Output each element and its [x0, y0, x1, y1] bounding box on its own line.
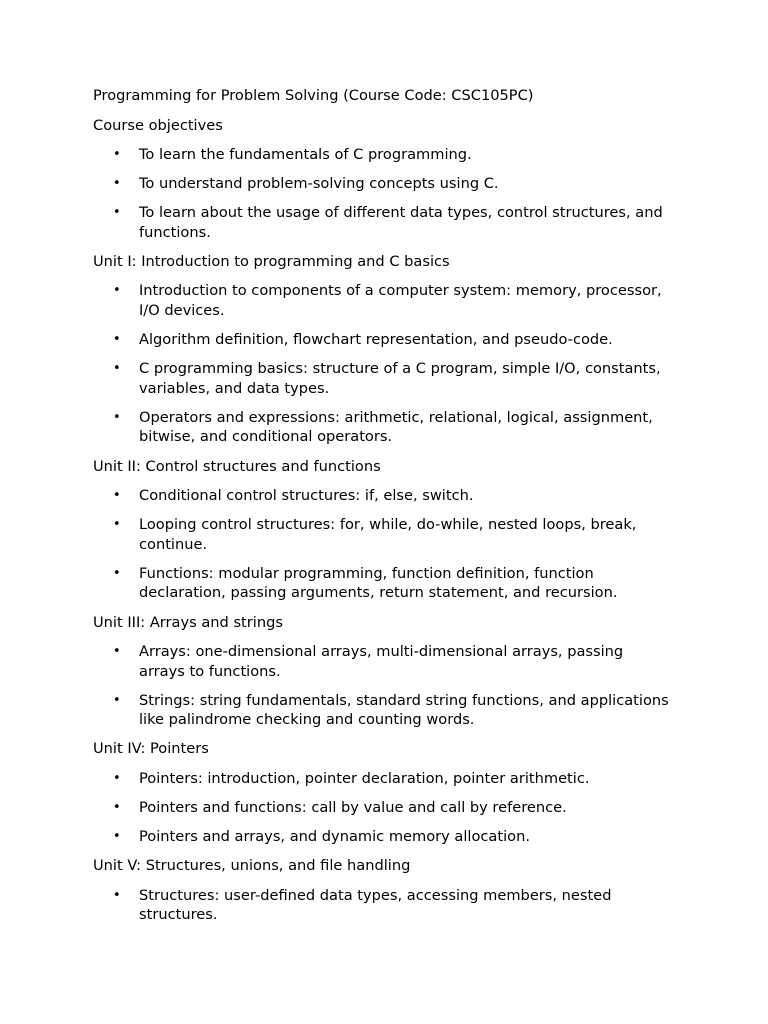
list-item-text: Arrays: one-dimensional arrays, multi-dimensional arrays, passing arrays to functions. — [139, 643, 624, 680]
bullet-icon: • — [113, 147, 121, 162]
list-item-text: Structures: user-defined data types, accessing members, nested structures. — [139, 886, 612, 924]
list-item-text: C programming basics: structure of a C program, simple I/O, constants, variables, and data types. — [139, 360, 661, 397]
bullet-icon: • — [113, 176, 121, 192]
bullet-icon: • — [113, 565, 121, 581]
bullet-icon: • — [113, 887, 121, 903]
document-page — [93, 86, 693, 934]
section-heading-unit-2: Unit II: Control structures and functions — [93, 457, 381, 475]
bullet-icon: • — [113, 829, 121, 845]
bullet-icon: • — [113, 361, 121, 377]
list-item — [93, 203, 669, 242]
list-item — [93, 642, 669, 681]
bullet-icon: • — [113, 409, 121, 425]
list-item — [93, 769, 669, 789]
list-item — [93, 408, 669, 447]
list-item — [93, 330, 669, 350]
list-item-text: Pointers: introduction, pointer declaration, pointer arithmetic. — [139, 769, 590, 787]
list-item — [93, 564, 669, 603]
section-heading-objectives: Course objectives — [93, 116, 223, 134]
unit-2-list — [93, 486, 693, 603]
list-item-text: Algorithm definition, flowchart representation, and pseudo-code. — [139, 331, 613, 349]
list-item-text: Functions: modular programming, function definition, function declaration, passing arguments, return statement, and recursion. — [139, 564, 618, 602]
section-heading-unit-5: Unit V: Structures, unions, and file handling — [93, 857, 411, 875]
unit-3-list — [93, 642, 693, 730]
list-item-text: Looping control structures: for, while, do-while, nested loops, break, continue. — [139, 516, 637, 553]
bullet-icon: • — [113, 332, 121, 348]
bullet-icon: • — [113, 770, 121, 786]
list-item-text: To understand problem-solving concepts using C. — [139, 175, 499, 193]
bullet-icon: • — [113, 692, 121, 708]
list-item — [93, 798, 669, 818]
bullet-icon: • — [113, 517, 121, 533]
bullet-icon: • — [113, 205, 121, 221]
list-item — [93, 486, 669, 506]
list-item — [93, 886, 669, 925]
bullet-icon: • — [113, 799, 121, 815]
list-item — [93, 515, 669, 554]
section-heading-unit-1: Unit I: Introduction to programming and C basics — [93, 252, 450, 270]
objectives-list — [93, 145, 693, 242]
list-item — [93, 827, 669, 847]
section-heading-unit-3: Unit III: Arrays and strings — [93, 613, 283, 631]
bullet-icon: • — [113, 283, 121, 299]
list-item — [93, 359, 669, 398]
course-title: Programming for Problem Solving (Course Code: CSC105PC) — [93, 87, 534, 104]
list-item — [93, 691, 669, 730]
list-item-text: Strings: string fundamentals, standard string functions, and applications like palindrome checking and counting words. — [139, 691, 669, 729]
list-item — [93, 174, 669, 194]
list-item-text: Conditional control structures: if, else, switch. — [139, 487, 474, 505]
list-item-text: Operators and expressions: arithmetic, relational, logical, assignment, bitwise, and conditional operators. — [139, 408, 653, 446]
unit-5-list — [93, 886, 693, 925]
list-item-text: To learn the fundamentals of C programming. — [139, 146, 472, 163]
bullet-icon: • — [113, 488, 121, 504]
list-item-text: Pointers and functions: call by value and call by reference. — [139, 798, 567, 816]
bullet-icon: • — [113, 644, 121, 659]
unit-4-list — [93, 769, 693, 847]
section-heading-unit-4: Unit IV: Pointers — [93, 740, 209, 758]
list-item — [93, 281, 669, 320]
list-item — [93, 145, 669, 165]
list-item-text: To learn about the usage of different data types, control structures, and functions. — [139, 204, 663, 241]
list-item-text: Introduction to components of a computer system: memory, processor, I/O devices. — [139, 282, 662, 319]
list-item-text: Pointers and arrays, and dynamic memory allocation. — [139, 828, 530, 846]
unit-1-list — [93, 281, 693, 447]
